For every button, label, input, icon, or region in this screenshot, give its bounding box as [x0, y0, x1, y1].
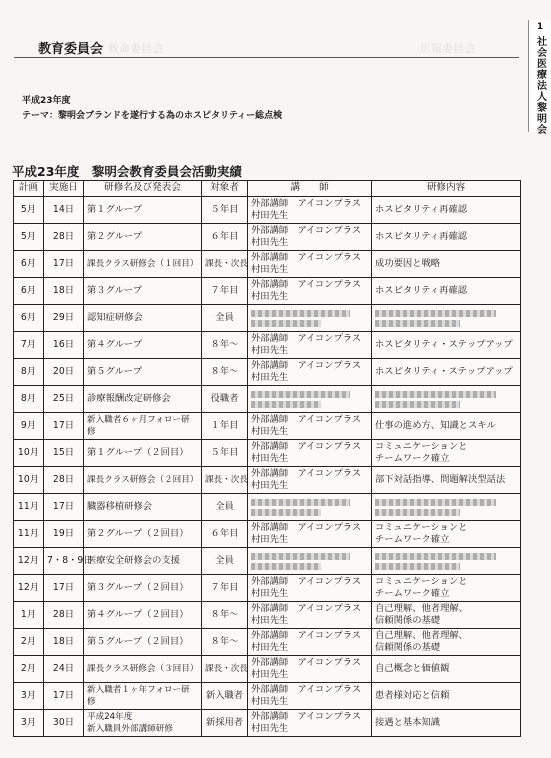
table-row [14, 467, 521, 494]
table-row [14, 305, 521, 332]
target-cell: ６年目 [202, 224, 248, 251]
content-cell [372, 494, 521, 521]
date-cell: 30日 [44, 710, 84, 737]
side-tab-number: 1 [536, 22, 544, 32]
plan-month-cell: 10月 [14, 440, 44, 467]
lecturer-line: 外部講師 アイコンプラス [251, 521, 362, 533]
redacted-text [251, 553, 350, 560]
lecturer-line: 外部講師 アイコンプラス [251, 467, 362, 479]
header-target: 対象者 [202, 181, 248, 197]
date-cell: 17日 [44, 494, 84, 521]
plan-month-cell: 8月 [14, 386, 44, 413]
content-line: 部下対話指導、問題解決型話法 [375, 473, 506, 485]
lecturer-line: 外部講師 アイコンプラス [251, 224, 362, 236]
plan-month-cell: 11月 [14, 521, 44, 548]
plan-month-cell: 8月 [14, 359, 44, 386]
redacted-text [251, 563, 321, 570]
date-cell: 28日 [44, 224, 84, 251]
redacted-text [251, 499, 350, 506]
lecturer-cell [248, 386, 372, 413]
training-name-cell: 新入職者６ヶ月フォロー研修 [84, 413, 202, 440]
plan-month-cell: 1月 [14, 602, 44, 629]
date-cell: 15日 [44, 440, 84, 467]
lecturer-line: 村田先生 [251, 372, 289, 383]
date-cell: 25日 [44, 386, 84, 413]
date-cell: 28日 [44, 602, 84, 629]
content-line: コミュニケーションと [375, 575, 468, 587]
date-cell: 19日 [44, 521, 84, 548]
content-cell [372, 521, 521, 548]
table-row [14, 386, 521, 413]
target-cell: ７年目 [202, 278, 248, 305]
plan-month-cell: 3月 [14, 710, 44, 737]
section-side-tab [528, 20, 551, 135]
target-cell: ８年～ [202, 359, 248, 386]
target-cell: 全員 [202, 305, 248, 332]
lecturer-line: 外部講師 アイコンプラス [251, 332, 362, 344]
date-cell: 24日 [44, 656, 84, 683]
plan-month-cell: 5月 [14, 197, 44, 224]
date-cell: 14日 [44, 197, 84, 224]
lecturer-line: 村田先生 [251, 264, 289, 275]
training-name-cell: 医療安全研修会の支援 [84, 548, 202, 575]
table-row [14, 710, 521, 737]
lecturer-line: 外部講師 アイコンプラス [251, 683, 362, 695]
training-name-cell: 平成24年度 新入職員外部講師研修 [84, 710, 202, 737]
content-line: 仕事の進め方、知識とスキル [375, 419, 496, 431]
target-cell: 課長・次長 [202, 656, 248, 683]
redacted-text [375, 499, 496, 506]
lecturer-line: 村田先生 [251, 291, 289, 302]
lecturer-cell [248, 656, 372, 683]
lecturer-line: 村田先生 [251, 453, 289, 464]
lecturer-line: 外部講師 アイコンプラス [251, 629, 362, 641]
content-line: チームワーク確立 [375, 588, 450, 599]
content-line: ホスピタリティ再確認 [375, 203, 468, 215]
training-name-cell: 課長クラス研修会（１回目） [84, 251, 202, 278]
target-cell: 役職者 [202, 386, 248, 413]
training-name-cell: 新入職者１ヶ年フォロー研修 [84, 683, 202, 710]
content-line: 患者様対応と信頼 [375, 689, 450, 701]
content-cell [372, 548, 521, 575]
lecturer-line: 村田先生 [251, 534, 289, 545]
lecturer-line: 村田先生 [251, 696, 289, 707]
lecturer-cell [248, 359, 372, 386]
content-line: 成功要因と戦略 [375, 257, 441, 269]
training-name-cell: 第４グループ（２回目） [84, 602, 202, 629]
lecturer-line: 外部講師 アイコンプラス [251, 278, 362, 290]
table-row [14, 629, 521, 656]
header-date: 実施日 [44, 181, 84, 197]
content-cell [372, 683, 521, 710]
training-name-cell: 課長クラス研修会（２回目） [84, 467, 202, 494]
redacted-text [375, 509, 460, 516]
content-cell [372, 278, 521, 305]
plan-month-cell: 6月 [14, 278, 44, 305]
table-row [14, 332, 521, 359]
content-line: 信頼関係の基礎 [375, 642, 441, 653]
training-name-cell: 臓器移植研修会 [84, 494, 202, 521]
lecturer-line: 村田先生 [251, 237, 289, 248]
training-name-cell: 認知症研修会 [84, 305, 202, 332]
plan-month-cell: 2月 [14, 629, 44, 656]
training-name-cell: 第５グループ [84, 359, 202, 386]
side-tab-label: 社会医療法人黎明会 [534, 36, 546, 135]
target-cell: 新採用者 [202, 710, 248, 737]
training-name-cell: 第２グループ [84, 224, 202, 251]
date-cell: 29日 [44, 305, 84, 332]
content-cell [372, 575, 521, 602]
lecturer-cell [248, 467, 372, 494]
target-cell: ８年～ [202, 602, 248, 629]
training-name-cell: 第１グループ（２回目） [84, 440, 202, 467]
content-cell [372, 359, 521, 386]
target-cell: 課長・次長 [202, 251, 248, 278]
content-cell [372, 332, 521, 359]
table-row [14, 197, 521, 224]
redacted-text [375, 310, 496, 317]
lecturer-line: 村田先生 [251, 642, 289, 653]
activity-table [13, 180, 521, 737]
lecturer-line: 村田先生 [251, 210, 289, 221]
lecturer-line: 外部講師 アイコンプラス [251, 251, 362, 263]
content-cell [372, 656, 521, 683]
redacted-text [251, 391, 350, 398]
table-row [14, 602, 521, 629]
redacted-text [375, 320, 460, 327]
header-title: 教育委員会 [38, 42, 104, 57]
lecturer-cell [248, 710, 372, 737]
content-line: 信頼関係の基礎 [375, 615, 441, 626]
training-name-cell: 第５グループ（２回目） [84, 629, 202, 656]
content-cell [372, 251, 521, 278]
table-row [14, 440, 521, 467]
target-cell: 新入職者 [202, 683, 248, 710]
target-cell: １年目 [202, 413, 248, 440]
lecturer-line: 外部講師 アイコンプラス [251, 602, 362, 614]
lecturer-cell [248, 251, 372, 278]
theme-line: テーマ：黎明会ブランドを遂行する為のホスピタリティー総点検 [22, 111, 283, 121]
content-cell [372, 602, 521, 629]
content-line: 自己理解、他者理解、 [375, 602, 468, 614]
content-line: ホスピタリティ再確認 [375, 284, 468, 296]
content-cell [372, 467, 521, 494]
header-divider [14, 57, 519, 58]
header-content: 研修内容 [372, 181, 521, 197]
target-cell: 全員 [202, 548, 248, 575]
target-cell: 課長・次長 [202, 467, 248, 494]
table-row [14, 413, 521, 440]
lecturer-cell [248, 224, 372, 251]
lecturer-line: 外部講師 アイコンプラス [251, 197, 362, 209]
header-lecturer: 講 師 [248, 181, 372, 197]
bleed-through-text-2: 広報委員会 [420, 42, 475, 55]
content-line: コミュニケーションと [375, 521, 468, 533]
table-header-row [14, 181, 521, 197]
header-plan: 計画 [14, 181, 44, 197]
lecturer-cell [248, 548, 372, 575]
redacted-text [375, 391, 496, 398]
fiscal-year-label: 平成23年度 [22, 96, 71, 106]
training-name-cell: 第４グループ [84, 332, 202, 359]
date-cell: 17日 [44, 251, 84, 278]
content-cell [372, 197, 521, 224]
lecturer-cell [248, 521, 372, 548]
lecturer-cell [248, 332, 372, 359]
training-name-cell: 課長クラス研修会（３回目） [84, 656, 202, 683]
training-name-cell: 第３グループ（２回目） [84, 575, 202, 602]
header-training-name: 研修名及び発表会 [84, 181, 202, 197]
date-cell: 28日 [44, 467, 84, 494]
target-cell: ５年目 [202, 440, 248, 467]
lecturer-cell [248, 305, 372, 332]
table-row [14, 521, 521, 548]
redacted-text [251, 320, 321, 327]
lecturer-line: 村田先生 [251, 480, 289, 491]
content-cell [372, 305, 521, 332]
lecturer-line: 外部講師 アイコンプラス [251, 575, 362, 587]
lecturer-cell [248, 629, 372, 656]
table-row [14, 656, 521, 683]
lecturer-cell [248, 278, 372, 305]
plan-month-cell: 11月 [14, 494, 44, 521]
table-row [14, 548, 521, 575]
plan-month-cell: 6月 [14, 251, 44, 278]
table-body [14, 197, 521, 737]
lecturer-line: 外部講師 アイコンプラス [251, 710, 362, 722]
lecturer-cell [248, 413, 372, 440]
lecturer-line: 村田先生 [251, 669, 289, 680]
lecturer-cell [248, 602, 372, 629]
lecturer-line: 村田先生 [251, 615, 289, 626]
lecturer-line: 外部講師 アイコンプラス [251, 413, 362, 425]
training-name-cell: 第３グループ [84, 278, 202, 305]
content-line: 自己理解、他者理解、 [375, 629, 468, 641]
content-cell [372, 629, 521, 656]
table-row [14, 683, 521, 710]
lecturer-line: 外部講師 アイコンプラス [251, 656, 362, 668]
plan-month-cell: 6月 [14, 305, 44, 332]
content-line: ホスピタリティ・ステップアップ [375, 338, 513, 350]
redacted-text [251, 310, 350, 317]
lecturer-line: 村田先生 [251, 588, 289, 599]
table-row [14, 359, 521, 386]
content-line: 接遇と基本知識 [375, 716, 441, 728]
content-cell [372, 440, 521, 467]
table-row [14, 278, 521, 305]
plan-month-cell: 10月 [14, 467, 44, 494]
target-cell: ８年～ [202, 629, 248, 656]
lecturer-line: 村田先生 [251, 426, 289, 437]
target-cell: 全員 [202, 494, 248, 521]
date-cell: 17日 [44, 413, 84, 440]
table-row [14, 251, 521, 278]
lecturer-cell [248, 683, 372, 710]
redacted-text [251, 509, 321, 516]
plan-month-cell: 3月 [14, 683, 44, 710]
redacted-text [251, 401, 321, 408]
date-cell: 20日 [44, 359, 84, 386]
section-title: 平成23年度 黎明会教育委員会活動実績 [12, 164, 242, 179]
content-line: ホスピタリティ再確認 [375, 230, 468, 242]
lecturer-cell [248, 575, 372, 602]
target-cell: ６年目 [202, 521, 248, 548]
content-cell [372, 413, 521, 440]
lecturer-line: 外部講師 アイコンプラス [251, 440, 362, 452]
target-cell: ７年目 [202, 575, 248, 602]
date-cell: 7・8・9日 [44, 548, 84, 575]
redacted-text [375, 563, 460, 570]
content-line: ホスピタリティ・ステップアップ [375, 365, 513, 377]
lecturer-line: 村田先生 [251, 723, 289, 734]
lecturer-line: 外部講師 アイコンプラス [251, 359, 362, 371]
bleed-through-text-1: 救命委員会 [108, 42, 163, 55]
date-cell: 16日 [44, 332, 84, 359]
lecturer-line: 村田先生 [251, 345, 289, 356]
plan-month-cell: 2月 [14, 656, 44, 683]
target-cell: ５年目 [202, 197, 248, 224]
content-cell [372, 710, 521, 737]
date-cell: 17日 [44, 575, 84, 602]
lecturer-cell [248, 494, 372, 521]
content-cell [372, 386, 521, 413]
content-line: コミュニケーションと [375, 440, 468, 452]
redacted-text [375, 553, 496, 560]
date-cell: 18日 [44, 278, 84, 305]
content-cell [372, 224, 521, 251]
content-line: 自己概念と価値観 [375, 662, 450, 674]
plan-month-cell: 12月 [14, 575, 44, 602]
plan-month-cell: 5月 [14, 224, 44, 251]
content-line: チームワーク確立 [375, 534, 450, 545]
redacted-text [375, 401, 460, 408]
training-name-cell: 第２グループ（２回目） [84, 521, 202, 548]
table-row [14, 575, 521, 602]
training-name-cell: 診療報酬改定研修会 [84, 386, 202, 413]
plan-month-cell: 7月 [14, 332, 44, 359]
table-row [14, 494, 521, 521]
plan-month-cell: 12月 [14, 548, 44, 575]
target-cell: ８年～ [202, 332, 248, 359]
lecturer-cell [248, 197, 372, 224]
date-cell: 17日 [44, 683, 84, 710]
plan-month-cell: 9月 [14, 413, 44, 440]
lecturer-cell [248, 440, 372, 467]
table-row [14, 224, 521, 251]
date-cell: 18日 [44, 629, 84, 656]
content-line: チームワーク確立 [375, 453, 450, 464]
training-name-cell: 第１グループ [84, 197, 202, 224]
